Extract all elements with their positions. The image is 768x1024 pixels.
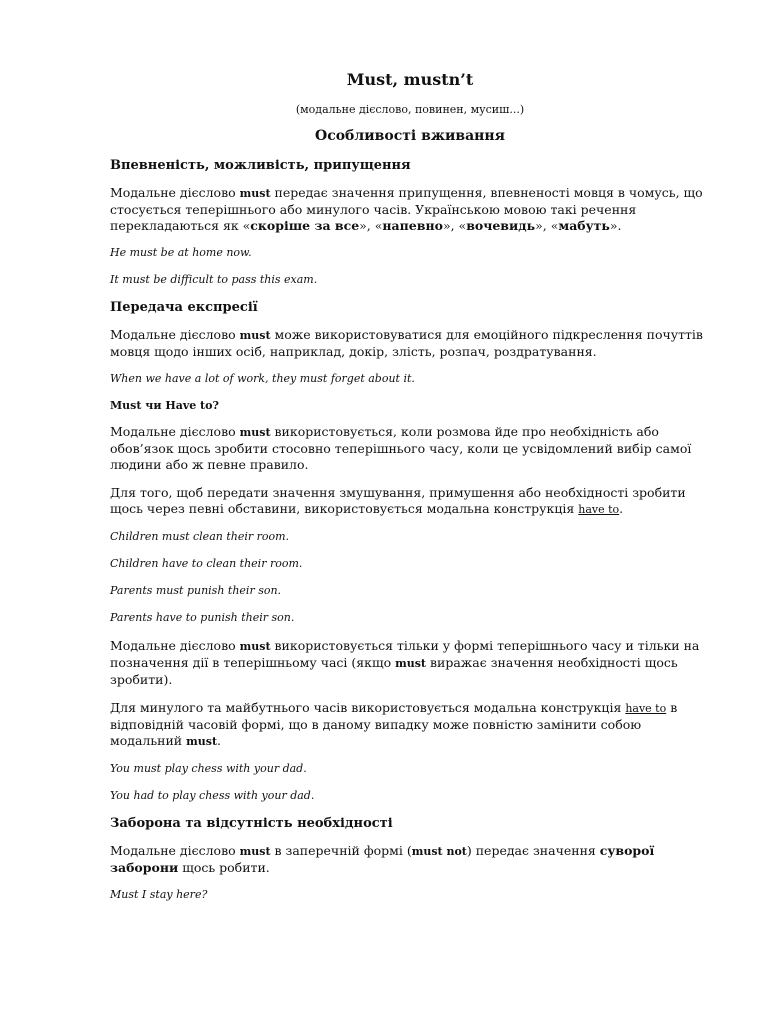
text-run: Модальне дієслово <box>110 327 240 342</box>
example-sentence: Must I stay here? <box>110 888 208 901</box>
paragraph-certainty <box>110 185 710 234</box>
example-sentence: Children have to clean their room. <box>110 557 303 570</box>
section-heading-prohibition: Заборона та відсутність необхідності <box>110 816 393 831</box>
paragraph-expression <box>110 327 710 360</box>
paragraph-must-usage <box>110 424 710 473</box>
text-run: Для того, щоб передати значення змушування, примушення або необхідності зробити щось через певні обставини, використовується модальна конструкція <box>110 485 686 516</box>
paragraph-prohibition <box>110 843 710 876</box>
text-run: ) передає значення <box>466 843 600 858</box>
paragraph-have-to-usage <box>110 485 710 518</box>
keyword-must: must <box>239 329 271 342</box>
text-run: виражає значення необхідності щось зробити). <box>110 655 678 687</box>
example-sentence: He must be at home now. <box>110 246 252 259</box>
text-run: передає значення припущення, впевненості мовця в чомусь, що стосується теперішнього або минулого часів. Українською мовою такі речення перекладаються як « <box>110 185 703 233</box>
keyword-must: must <box>186 735 218 748</box>
text-run: », « <box>359 218 383 233</box>
example-sentence: You had to play chess with your dad. <box>110 789 315 802</box>
example-sentence: When we have a lot of work, they must forget about it. <box>110 372 415 385</box>
text-run: в відповідній часовій формі, що в даному випадку може повністю замінити собою модальний <box>110 700 678 748</box>
keyword-must: must <box>395 657 426 670</box>
document-title: Must, mustn’t <box>346 70 474 89</box>
text-run: . <box>619 501 624 516</box>
keyword-must: must <box>239 426 271 439</box>
text-run: Для минулого та майбутнього часів використовується модальна конструкція <box>110 700 626 715</box>
keyword-translation: мабуть <box>558 218 610 233</box>
keyword-must: must <box>239 640 271 653</box>
keyword-strict-prohibition: суворої заборони <box>110 843 655 875</box>
have-to-link[interactable]: have to <box>625 702 667 715</box>
keyword-translation: вочевидь <box>466 218 536 233</box>
text-run: », « <box>442 218 467 233</box>
keyword-must-not: must not <box>411 845 467 858</box>
section-heading-expression: Передача експресії <box>110 300 258 315</box>
document-subtitle: (модальне дієслово, повинен, мусиш...) <box>295 103 525 116</box>
paragraph-present-only <box>110 638 710 688</box>
text-run: щось робити. <box>178 860 270 875</box>
document-page <box>110 60 710 915</box>
text-run: може використовуватися для емоційного підкреслення почуттів мовця щодо інших осіб, наприклад, докір, злість, розпач, роздратування. <box>110 327 703 359</box>
keyword-must: must <box>239 187 271 200</box>
keyword-must: must <box>239 845 271 858</box>
example-sentence: Parents must punish their son. <box>110 584 282 597</box>
text-run: Модальне дієслово <box>110 638 240 653</box>
text-run: в заперечній формі ( <box>270 843 412 858</box>
text-run: Модальне дієслово <box>110 185 240 200</box>
example-sentence: Parents have to punish their son. <box>110 611 295 624</box>
section-heading-certainty: Впевненість, можливість, припущення <box>110 158 411 173</box>
text-run: . <box>217 733 222 748</box>
text-run: Модальне дієслово <box>110 424 240 439</box>
text-run: використовується, коли розмова йде про необхідність або обов’язок щось зробити стосовно теперішнього часу, коли це усвідомлений вибір самої людини або ж певне правило. <box>110 424 692 472</box>
paragraph-past-future <box>110 700 710 750</box>
keyword-translation: напевно <box>382 218 443 233</box>
example-sentence: You must play chess with your dad. <box>110 762 307 775</box>
have-to-link[interactable]: have to <box>578 503 620 516</box>
text-run: Модальне дієслово <box>110 843 240 858</box>
section-heading-must-vs-have-to: Must чи Have to? <box>110 399 219 412</box>
features-heading: Особливості вживання <box>315 128 505 144</box>
text-run: використовується тільки у формі теперішнього часу и тільки на позначення дії в теперішньому часі (якщо <box>110 638 700 670</box>
text-run: ». <box>609 218 622 233</box>
keyword-translation: скоріше за все <box>250 218 360 233</box>
text-run: », « <box>535 218 559 233</box>
example-sentence: Children must clean their room. <box>110 530 290 543</box>
example-sentence: It must be difficult to pass this exam. <box>110 273 318 286</box>
